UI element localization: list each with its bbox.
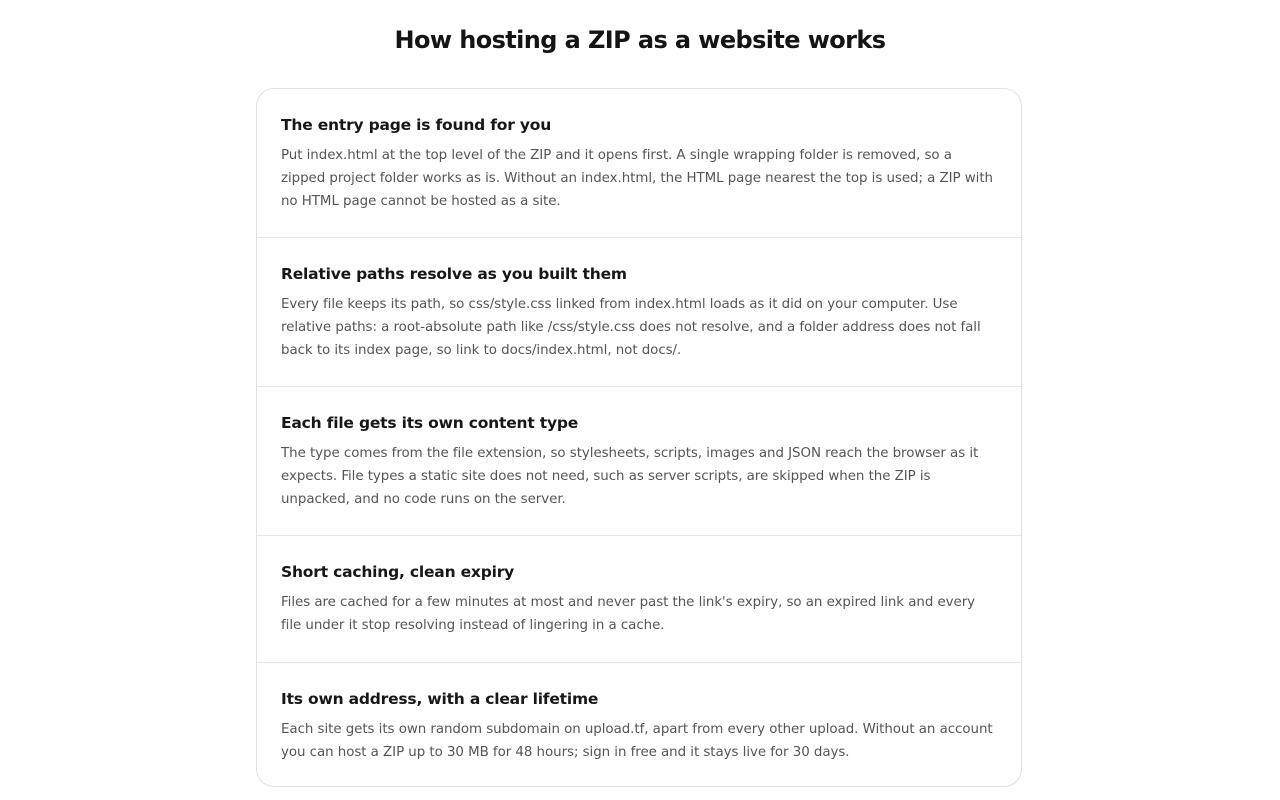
section-title: The entry page is found for you xyxy=(281,116,552,134)
section-body: Each site gets its own random subdomain on upload.tf, apart from every other upload. Without an account you can host a ZIP up to 30 MB for 48 hours; sign in free and it stays live for 30 days. xyxy=(281,722,993,760)
section-title: Short caching, clean expiry xyxy=(281,563,515,581)
section-title: Each file gets its own content type xyxy=(281,414,579,432)
section-title: Its own address, with a clear lifetime xyxy=(281,690,599,708)
page-title: How hosting a ZIP as a website works xyxy=(394,26,886,54)
section-body: Files are cached for a few minutes at most and never past the link's expiry, so an expired link and every file under it stop resolving instead of lingering in a cache. xyxy=(281,595,976,633)
section-body: Put index.html at the top level of the ZIP and it opens first. A single wrapping folder is removed, so a zipped project folder works as is. Without an index.html, the HTML page nearest the top is used; a ZIP with no HTML page cannot be hosted as a site. xyxy=(281,148,993,209)
section-address-lifetime xyxy=(257,663,1022,787)
section-body: The type comes from the file extension, so stylesheets, scripts, images and JSON reach the browser as it expects. File types a static site does not need, such as server scripts, are skipped when the ZIP is unpacked, and no code runs on the server. xyxy=(281,446,979,507)
info-card xyxy=(256,88,1022,787)
section-body: Every file keeps its path, so css/style.css linked from index.html loads as it did on your computer. Use relative paths: a root-absolute path like /css/style.css does not resolve, and a folder address does not fall back to its index page, so link to docs/index.html, not docs/. xyxy=(281,297,981,358)
section-content-type xyxy=(257,387,1022,536)
section-caching xyxy=(257,536,1022,663)
section-title: Relative paths resolve as you built them xyxy=(281,265,627,283)
section-relative-paths xyxy=(257,238,1022,387)
section-entry-page xyxy=(257,89,1022,238)
